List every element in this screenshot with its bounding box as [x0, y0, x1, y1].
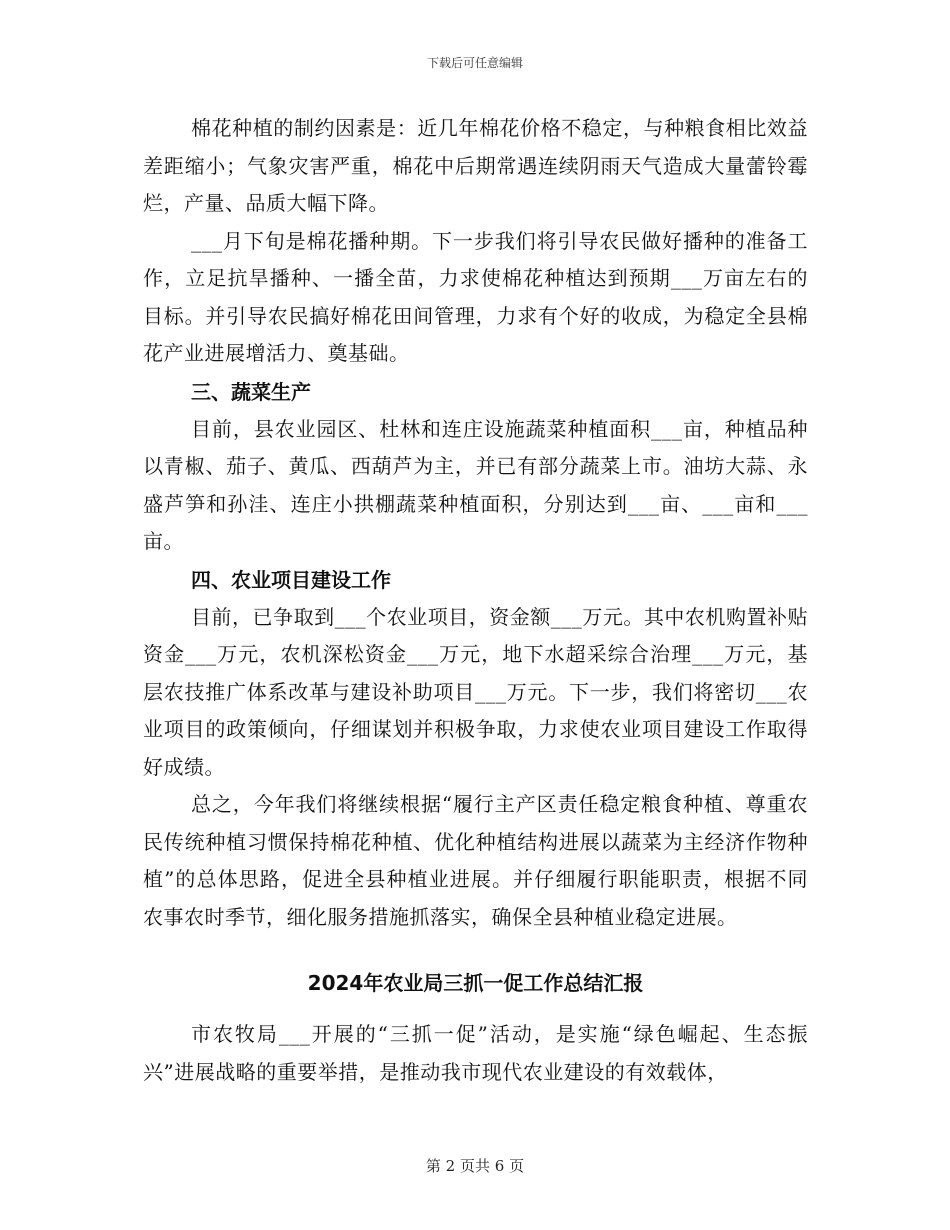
document-title: 2024年农业局三抓一促工作总结汇报: [307, 971, 644, 995]
page-header: 下载后可任意编辑: [426, 56, 523, 70]
section-heading-vegetables: 三、蔬菜生产: [191, 379, 311, 404]
paragraph-intro: 市农牧局___开展的“三抓一促”活动，是实施“绿色崛起、生态振兴”进展战略的重要举措，是推动我市现代农业建设的有效载体，: [143, 1022, 808, 1084]
paragraph-projects: 目前，已争取到___个农业项目，资金额___万元。其中农机购置补贴资金___万元，农机深松资金___万元，地下水超采综合治理___万元，基层农技推广体系改革与建设补助项目___万元。下一步，我们将密切___农业项目的政策倾向，仔细谋划并积极争取，力求使农业项目建设工作取得好成绩。: [143, 604, 808, 779]
paragraph-cotton-sowing: ___月下旬是棉花播种期。下一步我们将引导农民做好播种的准备工作，立足抗旱播种、一播全苗，力求使棉花种植达到预期___万亩左右的目标。并引导农民搞好棉花田间管理，力求有个好的收成，为稳定全县棉花产业进展增活力、奠基础。: [143, 228, 808, 365]
document-body: [143, 110, 808, 1091]
paragraph-summary: 总之，今年我们将继续根据“履行主产区责任稳定粮食种植、尊重农民传统种植习惯保持棉花种植、优化种植结构进展以蔬菜为主经济作物种植”的总体思路，促进全县种植业进展。并仔细履行职能职责，根据不同农事农时季节，细化服务措施抓落实，确保全县种植业稳定进展。: [143, 792, 808, 929]
page-footer: 第 2 页共 6 页: [425, 1157, 525, 1175]
paragraph-vegetables: 目前，县农业园区、杜林和连庄设施蔬菜种植面积___亩，种植品种以青椒、茄子、黄瓜、西葫芦为主，并已有部分蔬菜上市。油坊大蒜、永盛芦笋和孙洼、连庄小拱棚蔬菜种植面积，分别达到___亩、___亩和___亩。: [143, 416, 808, 553]
section-heading-projects: 四、农业项目建设工作: [191, 567, 391, 592]
paragraph-cotton-constraints: 棉花种植的制约因素是：近几年棉花价格不稳定，与种粮食相比效益差距缩小；气象灾害严重，棉花中后期常遇连续阴雨天气造成大量蕾铃霉烂，产量、品质大幅下降。: [143, 116, 808, 215]
